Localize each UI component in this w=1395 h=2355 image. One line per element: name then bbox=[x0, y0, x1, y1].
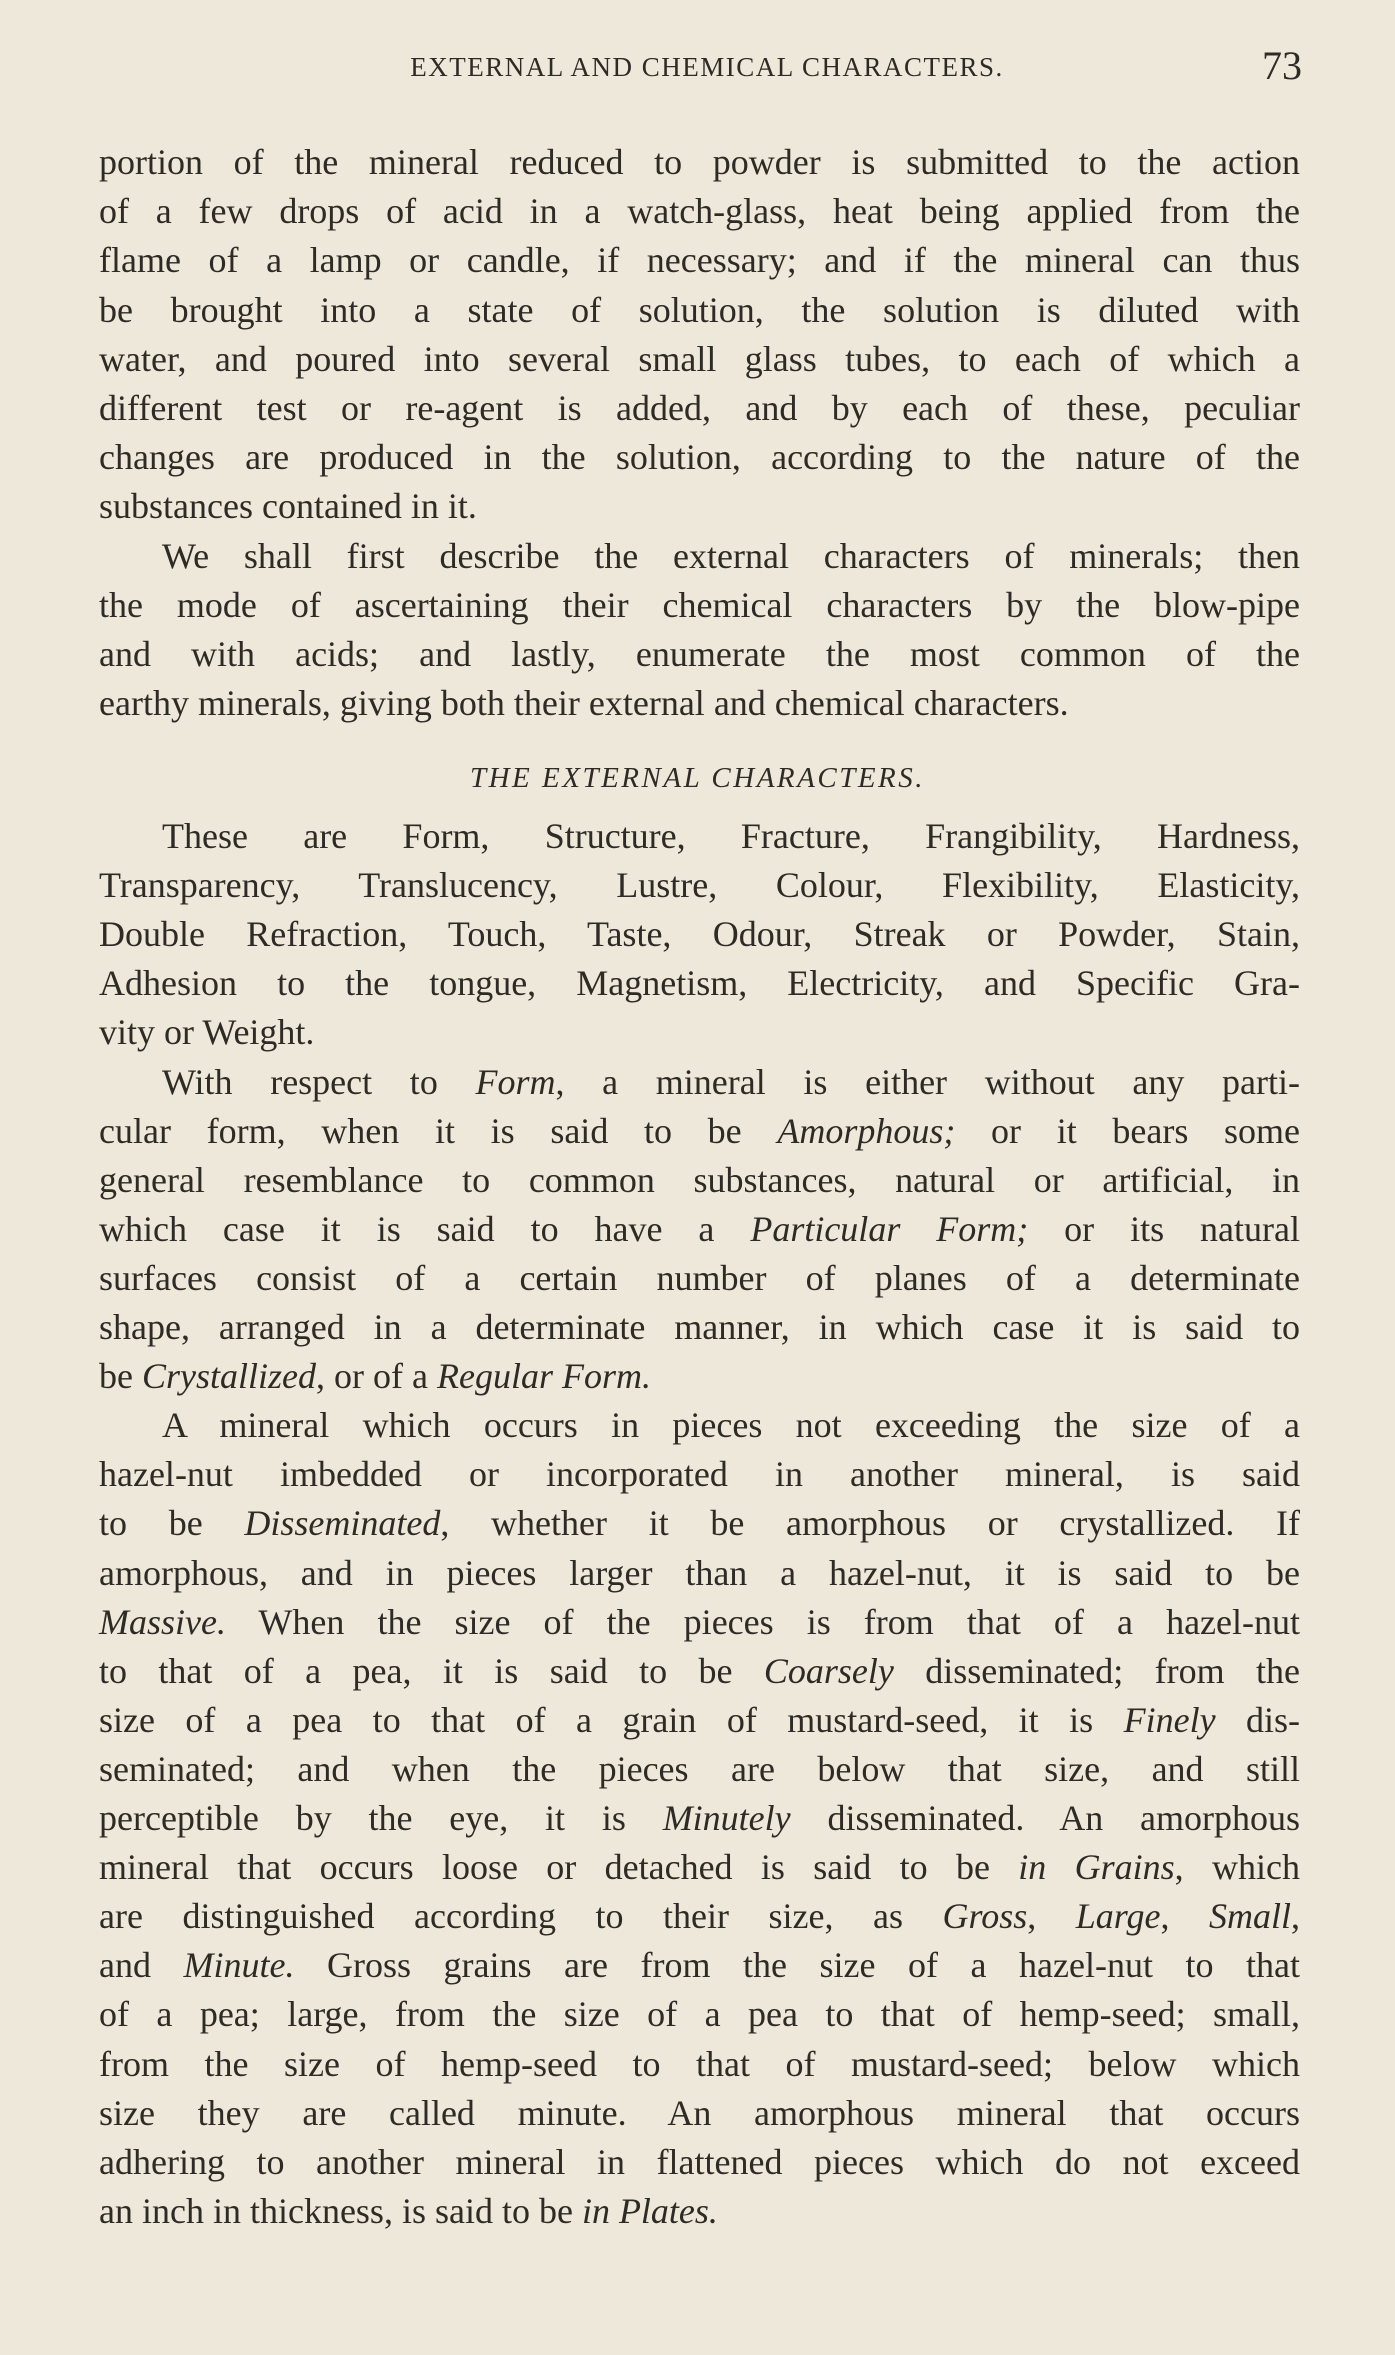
text-run: of a few drops of acid in a watch-glass, heat being applied from the bbox=[99, 191, 1300, 232]
text-run: size they are called minute. An amorphous mineral that occurs bbox=[99, 2092, 1300, 2133]
text-line bbox=[162, 814, 1300, 858]
italic-term: Gross bbox=[942, 1896, 1028, 1937]
text-line bbox=[99, 1649, 1300, 1693]
text-run: substances contained in it. bbox=[99, 486, 477, 527]
text-run: perceptible by the eye, it is bbox=[99, 1798, 663, 1838]
text-run: hazel-nut imbedded or incorporated in another mineral, is said bbox=[99, 1454, 1300, 1495]
italic-term: in Grains bbox=[1018, 1847, 1175, 1888]
text-run: are distinguished according to their size, as bbox=[99, 1896, 943, 1937]
italic-term: Form bbox=[475, 1061, 556, 1102]
italic-term: Large bbox=[1075, 1896, 1161, 1937]
italic-term: Crystallized bbox=[141, 1356, 316, 1397]
text-line bbox=[99, 583, 1300, 627]
text-run: changes are produced in the solution, according to the nature of the bbox=[99, 437, 1300, 478]
text-run: disseminated; from the bbox=[893, 1650, 1300, 1691]
text-run: disseminated. An amorphous bbox=[790, 1798, 1301, 1838]
section-heading: THE EXTERNAL CHARACTERS. bbox=[469, 762, 925, 794]
text-line bbox=[99, 1845, 1300, 1889]
text-run: or its natural bbox=[1028, 1208, 1300, 1249]
text-line bbox=[99, 863, 1300, 907]
italic-term: Minute. bbox=[183, 1945, 295, 1986]
text-line bbox=[99, 140, 1300, 184]
text-run: which case it is said to have a bbox=[99, 1208, 751, 1249]
italic-term: Amorphous; bbox=[777, 1110, 956, 1151]
text-line bbox=[99, 1600, 1300, 1644]
page-number: 73 bbox=[1262, 43, 1302, 88]
text-run: A mineral which occurs in pieces not exceeding the size of a bbox=[162, 1405, 1300, 1446]
text-run: and bbox=[99, 1945, 184, 1986]
italic-term: Minutely bbox=[662, 1798, 791, 1838]
text-run: be bbox=[99, 1356, 142, 1397]
text-line bbox=[99, 288, 1300, 332]
text-line bbox=[99, 1992, 1300, 2036]
text-line bbox=[99, 484, 1300, 528]
text-run: , a mineral is either without any parti- bbox=[555, 1061, 1300, 1102]
text-run: cular form, when it is said to be bbox=[99, 1110, 778, 1151]
italic-term: Regular Form. bbox=[436, 1356, 651, 1397]
italic-term: Finely bbox=[1123, 1699, 1216, 1740]
text-run: dis- bbox=[1215, 1699, 1300, 1740]
text-line bbox=[99, 1452, 1300, 1496]
text-run: mineral that occurs loose or detached is said to be bbox=[99, 1847, 1019, 1888]
italic-term: Coarsely bbox=[763, 1650, 894, 1691]
text-run: to be bbox=[99, 1503, 245, 1544]
text-line bbox=[162, 534, 1300, 578]
running-header: EXTERNAL AND CHEMICAL CHARACTERS. bbox=[410, 52, 1004, 82]
text-run: seminated; and when the pieces are below that size, and still bbox=[99, 1748, 1300, 1789]
text-run: We shall first describe the external characters of minerals; then bbox=[162, 535, 1300, 576]
text-run: an inch in thickness, is said to be bbox=[99, 2190, 582, 2231]
text-run: , bbox=[1160, 1896, 1209, 1937]
text-run: of a pea; large, from the size of a pea to that of hemp-seed; small, bbox=[99, 1994, 1300, 2035]
text-run: or it bears some bbox=[955, 1110, 1301, 1151]
text-run: portion of the mineral reduced to powder is submitted to the action bbox=[99, 142, 1300, 182]
text-line bbox=[99, 912, 1300, 956]
text-line bbox=[99, 1305, 1300, 1349]
text-run: earthy minerals, giving both their external and chemical characters. bbox=[99, 683, 1069, 724]
text-run: general resemblance to common substances, natural or artificial, in bbox=[99, 1159, 1300, 1200]
text-run: the mode of ascertaining their chemical characters by the blow-pipe bbox=[99, 584, 1300, 625]
text-line bbox=[99, 1256, 1300, 1300]
text-run: surfaces consist of a certain number of planes of a determinate bbox=[99, 1257, 1300, 1298]
text-run: shape, arranged in a determinate manner, in which case it is said to bbox=[99, 1307, 1300, 1347]
text-run: to that of a pea, it is said to be bbox=[99, 1650, 764, 1691]
text-run: amorphous, and in pieces larger than a hazel-nut, it is said to be bbox=[99, 1552, 1300, 1593]
text-run: adhering to another mineral in flattened pieces which do not exceed bbox=[99, 2141, 1300, 2182]
text-line bbox=[99, 681, 1300, 725]
italic-term: Disseminated bbox=[244, 1503, 441, 1544]
text-line bbox=[99, 1551, 1300, 1595]
text-run: be brought into a state of solution, the solution is diluted with bbox=[99, 289, 1300, 330]
text-run: vity or Weight. bbox=[99, 1012, 315, 1053]
text-line bbox=[99, 1894, 1300, 1938]
text-run: Double Refraction, Touch, Taste, Odour, Streak or Powder, Stain, bbox=[99, 914, 1300, 955]
text-run: different test or re-agent is added, and by each of these, peculiar bbox=[99, 388, 1300, 428]
text-run: , whether it be amorphous or crystallized. If bbox=[440, 1503, 1300, 1544]
text-line bbox=[99, 2189, 1300, 2233]
text-run: Gross grains are from the size of a hazel-nut to that bbox=[294, 1945, 1300, 1986]
text-run: flame of a lamp or candle, if necessary; and if the mineral can thus bbox=[99, 240, 1300, 281]
text-run: size of a pea to that of a grain of mustard-seed, it is bbox=[99, 1699, 1124, 1740]
text-line bbox=[162, 1060, 1300, 1104]
text-run: , or of a bbox=[316, 1356, 437, 1397]
text-line bbox=[99, 1207, 1300, 1251]
text-line bbox=[99, 1698, 1300, 1742]
text-run: and with acids; and lastly, enumerate the most common of the bbox=[99, 634, 1300, 674]
text-line bbox=[99, 1109, 1300, 1153]
text-run: water, and poured into several small glass tubes, to each of which a bbox=[99, 338, 1300, 379]
text-run: , bbox=[1291, 1896, 1300, 1937]
text-run: , bbox=[1027, 1896, 1076, 1937]
text-line bbox=[99, 386, 1300, 430]
text-line bbox=[99, 435, 1300, 479]
text-line bbox=[99, 2140, 1300, 2184]
text-line bbox=[99, 337, 1300, 381]
text-run: When the size of the pieces is from that of a hazel-nut bbox=[225, 1601, 1300, 1642]
text-line bbox=[99, 189, 1300, 233]
text-line bbox=[99, 1501, 1300, 1545]
text-line bbox=[99, 1796, 1300, 1840]
text-line bbox=[99, 1010, 1300, 1054]
text-line bbox=[162, 1403, 1300, 1447]
italic-term: Small bbox=[1208, 1896, 1291, 1937]
italic-term: Particular Form; bbox=[750, 1208, 1029, 1249]
text-line bbox=[99, 2042, 1300, 2086]
text-line bbox=[99, 1943, 1300, 1987]
text-line bbox=[99, 1747, 1300, 1791]
text-run: With respect to bbox=[162, 1061, 476, 1102]
text-line bbox=[99, 1158, 1300, 1202]
italic-term: in Plates. bbox=[581, 2190, 718, 2231]
text-line bbox=[99, 1354, 1300, 1398]
text-run: Adhesion to the tongue, Magnetism, Electricity, and Specific Gra- bbox=[99, 963, 1300, 1004]
text-run: These are Form, Structure, Fracture, Frangibility, Hardness, bbox=[162, 816, 1300, 856]
text-line bbox=[99, 961, 1300, 1005]
text-run: Transparency, Translucency, Lustre, Colour, Flexibility, Elasticity, bbox=[99, 865, 1300, 906]
text-line bbox=[99, 632, 1300, 676]
text-line bbox=[99, 2091, 1300, 2135]
text-run: from the size of hemp-seed to that of mustard-seed; below which bbox=[99, 2043, 1300, 2084]
text-run: , which bbox=[1174, 1847, 1300, 1888]
italic-term: Massive. bbox=[99, 1601, 226, 1642]
text-line bbox=[99, 238, 1300, 282]
